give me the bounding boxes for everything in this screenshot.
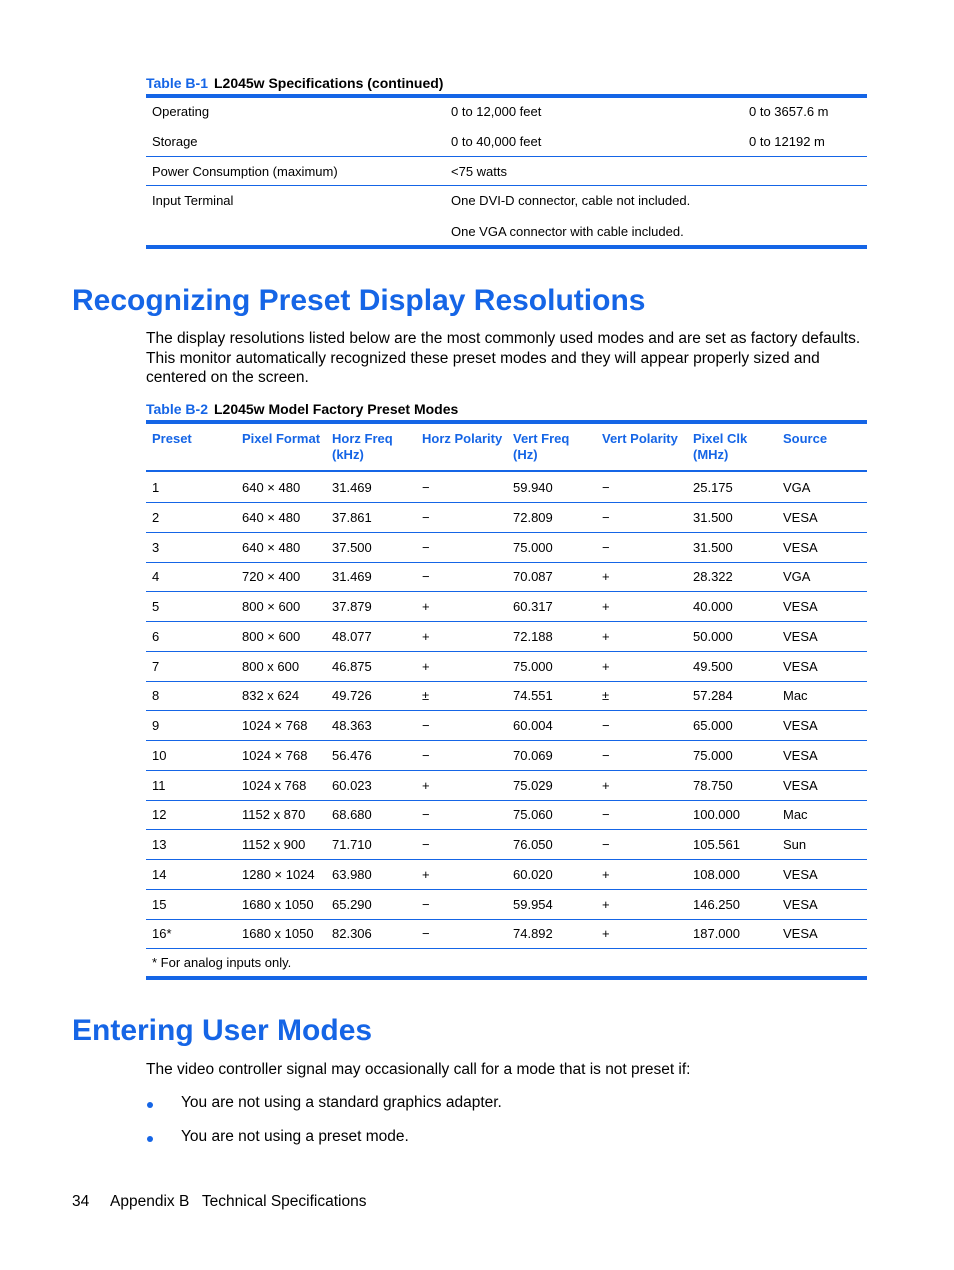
table-b2-cell: 75.000 bbox=[513, 658, 553, 674]
table-b2-row-divider bbox=[146, 532, 867, 533]
table-b2-cell: VESA bbox=[783, 628, 818, 644]
table-b2-cell: 1024 × 768 bbox=[242, 718, 308, 733]
table-b2-cell: 48.363 bbox=[332, 718, 372, 733]
table-b2-cell: 72.188 bbox=[513, 628, 553, 644]
table-b2-cell: VESA bbox=[783, 658, 818, 674]
table-b2-cell: 40.000 bbox=[693, 599, 733, 614]
page-number: 34 bbox=[72, 1193, 90, 1210]
table-b2-cell: ± bbox=[422, 688, 430, 704]
table-b2-cell: + bbox=[422, 866, 430, 882]
table-b2-cell: 11 bbox=[152, 777, 166, 793]
table-b2-row-divider bbox=[146, 948, 867, 949]
bullet-item: You are not using a standard graphics adapter. bbox=[181, 1094, 502, 1111]
table-b1-divider bbox=[146, 156, 867, 157]
table-b2-row-divider bbox=[146, 919, 867, 920]
table-b2-cell: 1 bbox=[152, 480, 160, 495]
table-b2-cell: 78.750 bbox=[693, 777, 733, 793]
table-b1-cell: <75 watts bbox=[451, 164, 508, 179]
table-b2-header: Vert Polarity bbox=[602, 431, 678, 446]
table-b2-row-divider bbox=[146, 502, 867, 503]
table-b2-cell: 60.317 bbox=[513, 599, 553, 614]
table-b2-cell: VESA bbox=[783, 896, 818, 912]
table-b2-cell: 25.175 bbox=[693, 480, 733, 495]
table-b2-cell: 50.000 bbox=[693, 628, 733, 644]
table-b2-cell: 49.726 bbox=[332, 688, 372, 704]
table-b2-cell: + bbox=[602, 896, 610, 912]
table-b2-cell: − bbox=[422, 837, 430, 852]
table-b2-cell: 57.284 bbox=[693, 688, 733, 704]
table-b2-cell: VESA bbox=[783, 539, 818, 555]
table-b2-cell: 74.892 bbox=[513, 926, 553, 942]
table-b2-cell: − bbox=[422, 480, 430, 495]
table-b2-cell: VESA bbox=[783, 866, 818, 882]
table-b2-cell: − bbox=[602, 718, 610, 733]
table-b2-cell: 640 × 480 bbox=[242, 539, 301, 555]
table-b2-row-divider bbox=[146, 889, 867, 890]
table-b1-top-rule bbox=[146, 94, 867, 98]
table-b2-cell: − bbox=[422, 807, 430, 823]
table-b2-cell: 1152 x 900 bbox=[242, 837, 306, 852]
section-heading-preset-resolutions: Recognizing Preset Display Resolutions bbox=[72, 284, 646, 317]
table-b2-cell: 832 x 624 bbox=[242, 688, 300, 704]
table-b1-number: Table B-1 bbox=[146, 75, 208, 91]
table-b2-cell: 3 bbox=[152, 539, 160, 555]
table-b2-cell: 4 bbox=[152, 569, 160, 585]
section-paragraph: The video controller signal may occasionally call for a mode that is not preset if: bbox=[146, 1061, 691, 1078]
table-b2-cell: 1680 x 1050 bbox=[242, 896, 314, 912]
table-b2-cell: 60.004 bbox=[513, 718, 553, 733]
table-b2-cell: − bbox=[422, 569, 430, 585]
table-b2-cell: 800 x 600 bbox=[242, 658, 300, 674]
table-b2-cell: − bbox=[422, 747, 430, 763]
table-b2-cell: + bbox=[422, 658, 430, 674]
table-b2-cell: − bbox=[422, 896, 430, 912]
table-b2-cell: 72.809 bbox=[513, 509, 553, 525]
table-b2-cell: 31.469 bbox=[332, 569, 372, 585]
table-b1-cell: 0 to 12,000 feet bbox=[451, 104, 542, 119]
table-b1-cell: 0 to 40,000 feet bbox=[451, 134, 542, 149]
bullet-icon bbox=[147, 1136, 153, 1142]
table-b2-cell: VESA bbox=[783, 926, 818, 942]
table-b2-title: L2045w Model Factory Preset Modes bbox=[213, 401, 459, 417]
table-b2-bottom-rule bbox=[146, 976, 867, 980]
table-b2-row-divider bbox=[146, 562, 867, 563]
table-b2-cell: 105.561 bbox=[693, 837, 740, 852]
section-heading-user-modes: Entering User Modes bbox=[72, 1014, 373, 1047]
table-b2-cell: 31.469 bbox=[332, 480, 372, 495]
running-footer: Appendix B Technical Specifications bbox=[110, 1193, 367, 1210]
table-b2-cell: 37.500 bbox=[332, 539, 372, 555]
table-b2-cell: 56.476 bbox=[332, 747, 372, 763]
table-b2-row-divider bbox=[146, 710, 867, 711]
table-b2-cell: + bbox=[602, 569, 610, 585]
table-b2-cell: 75.000 bbox=[513, 539, 553, 555]
table-b2-cell: VGA bbox=[783, 480, 811, 495]
section-paragraph: The display resolutions listed below are the most commonly used modes and are set as factory defaults. This monitor automatically recognized these preset modes and they will appear properly sized and centered on the screen. bbox=[146, 330, 861, 386]
table-b2-row-divider bbox=[146, 859, 867, 860]
table-b1-bottom-rule bbox=[146, 245, 867, 249]
table-b2-cell: 1280 × 1024 bbox=[242, 866, 315, 882]
table-b2-cell: VESA bbox=[783, 777, 818, 793]
table-b1-cell: 0 to 3657.6 m bbox=[749, 104, 829, 119]
table-b2-cell: 75.000 bbox=[693, 747, 733, 763]
table-b2-cell: 60.023 bbox=[332, 777, 372, 793]
table-b2-cell: − bbox=[602, 837, 610, 852]
table-b2-cell: 71.710 bbox=[332, 837, 372, 852]
table-b2-cell: 70.087 bbox=[513, 569, 553, 585]
table-b2-cell: Mac bbox=[783, 688, 808, 704]
table-b2-cell: − bbox=[422, 926, 430, 942]
table-b2-cell: 720 × 400 bbox=[242, 569, 301, 585]
table-b2-cell: − bbox=[602, 807, 610, 823]
table-b1-cell: 0 to 12192 m bbox=[749, 134, 825, 149]
table-b2-footnote: * For analog inputs only. bbox=[152, 955, 292, 970]
table-b2-cell: 46.875 bbox=[332, 658, 372, 674]
table-b2-cell: − bbox=[602, 480, 610, 495]
table-b1-divider bbox=[146, 185, 867, 186]
table-b2-header-rule bbox=[146, 470, 867, 472]
table-b2-cell: 7 bbox=[152, 658, 160, 674]
table-b2-cell: VESA bbox=[783, 747, 818, 763]
table-b2-cell: 65.000 bbox=[693, 718, 733, 733]
bullet-icon bbox=[147, 1102, 153, 1108]
table-b2-row-divider bbox=[146, 591, 867, 592]
table-b2-cell: 9 bbox=[152, 718, 160, 733]
table-b2-header: Pixel Format bbox=[242, 431, 321, 446]
table-b2-cell: 74.551 bbox=[513, 688, 553, 704]
table-b2-cell: 100.000 bbox=[693, 807, 740, 823]
table-b2-cell: ± bbox=[602, 688, 610, 704]
table-b2-cell: 68.680 bbox=[332, 807, 372, 823]
table-b2-cell: VESA bbox=[783, 509, 818, 525]
table-b2-cell: 1152 x 870 bbox=[242, 807, 306, 823]
table-b2-cell: 5 bbox=[152, 599, 160, 614]
table-b2-cell: + bbox=[602, 628, 610, 644]
table-b2-cell: VESA bbox=[783, 599, 818, 614]
table-b2-cell: 14 bbox=[152, 866, 167, 882]
table-b2-cell: + bbox=[602, 658, 610, 674]
table-b1-cell: Power Consumption (maximum) bbox=[152, 164, 338, 179]
table-b2-cell: − bbox=[602, 509, 610, 525]
table-b2-cell: 146.250 bbox=[693, 896, 740, 912]
table-b2-cell: VGA bbox=[783, 569, 811, 585]
table-b2-row-divider bbox=[146, 770, 867, 771]
table-b2-cell: + bbox=[602, 866, 610, 882]
table-b2-cell: + bbox=[422, 599, 430, 614]
table-b2-caption bbox=[146, 401, 458, 417]
table-b2-cell: Mac bbox=[783, 807, 808, 823]
table-b2-cell: 31.500 bbox=[693, 509, 733, 525]
table-b2-cell: 1680 x 1050 bbox=[242, 926, 314, 942]
table-b1-title: L2045w Specifications (continued) bbox=[213, 75, 444, 91]
table-b2-cell: 49.500 bbox=[693, 658, 733, 674]
table-b2-cell: 800 × 600 bbox=[242, 628, 301, 644]
table-b2-cell: 187.000 bbox=[693, 926, 740, 942]
table-b2-cell: 2 bbox=[152, 509, 160, 525]
table-b2-cell: 63.980 bbox=[332, 866, 372, 882]
table-b2-cell: 48.077 bbox=[332, 628, 372, 644]
table-b2-cell: 800 × 600 bbox=[242, 599, 301, 614]
table-b2-cell: − bbox=[602, 539, 610, 555]
table-b2-row-divider bbox=[146, 740, 867, 741]
table-b2-cell: 76.050 bbox=[513, 837, 553, 852]
table-b2-header: Source bbox=[783, 431, 828, 446]
table-b2-header: Vert Freq (Hz) bbox=[513, 431, 570, 462]
table-b2-header: Horz Polarity bbox=[422, 431, 503, 446]
table-b2-cell: 37.861 bbox=[332, 509, 372, 525]
table-b2-cell: + bbox=[602, 926, 610, 942]
table-b2-cell: − bbox=[422, 539, 430, 555]
table-b2-cell: Sun bbox=[783, 837, 807, 852]
table-b2-cell: + bbox=[422, 777, 430, 793]
table-b2-cell: 13 bbox=[152, 837, 167, 852]
table-b2-cell: 75.029 bbox=[513, 777, 553, 793]
table-b2-cell: + bbox=[422, 628, 430, 644]
table-b1-cell: Storage bbox=[152, 134, 198, 149]
table-b2-cell: 59.940 bbox=[513, 480, 553, 495]
table-b1-cell: One DVI-D connector, cable not included. bbox=[451, 193, 691, 208]
table-b2-cell: 10 bbox=[152, 747, 167, 763]
table-b2-row-divider bbox=[146, 621, 867, 622]
table-b2-header: Horz Freq (kHz) bbox=[332, 431, 393, 462]
table-b2-cell: 108.000 bbox=[693, 866, 740, 882]
table-b1-cell: Input Terminal bbox=[152, 193, 234, 208]
table-b2-cell: 16* bbox=[152, 926, 172, 942]
table-b2-cell: + bbox=[602, 599, 610, 614]
table-b2-cell: 65.290 bbox=[332, 896, 372, 912]
table-b2-cell: 28.322 bbox=[693, 569, 733, 585]
table-b2-cell: 640 × 480 bbox=[242, 480, 301, 495]
table-b2-row-divider bbox=[146, 800, 867, 801]
table-b2-header: Pixel Clk (MHz) bbox=[693, 431, 748, 462]
table-b2-cell: 640 × 480 bbox=[242, 509, 301, 525]
table-b2-row-divider bbox=[146, 829, 867, 830]
table-b2-cell: 37.879 bbox=[332, 599, 372, 614]
table-b2-cell: 70.069 bbox=[513, 747, 553, 763]
table-b2-cell: 1024 x 768 bbox=[242, 777, 307, 793]
table-b2-cell: − bbox=[422, 718, 430, 733]
table-b1-cell: One VGA connector with cable included. bbox=[451, 224, 684, 239]
bullet-item: You are not using a preset mode. bbox=[181, 1128, 409, 1145]
table-b2-cell: 12 bbox=[152, 807, 167, 823]
table-b2-number: Table B-2 bbox=[146, 401, 208, 417]
table-b2-cell: + bbox=[602, 777, 610, 793]
table-b2-cell: 59.954 bbox=[513, 896, 553, 912]
table-b2-cell: 60.020 bbox=[513, 866, 553, 882]
table-b2-cell: 31.500 bbox=[693, 539, 733, 555]
table-b2-header: Preset bbox=[152, 431, 192, 446]
table-b2-row-divider bbox=[146, 681, 867, 682]
table-b2-cell: 6 bbox=[152, 628, 160, 644]
table-b2-cell: 82.306 bbox=[332, 926, 372, 942]
table-b1-cell: Operating bbox=[152, 104, 210, 119]
table-b1-caption bbox=[146, 75, 443, 91]
table-b2-cell: 1024 × 768 bbox=[242, 747, 308, 763]
table-b2-cell: 8 bbox=[152, 688, 160, 704]
table-b2-cell: 75.060 bbox=[513, 807, 553, 823]
table-b2-cell: − bbox=[602, 747, 610, 763]
table-b2-cell: 15 bbox=[152, 896, 167, 912]
table-b2-cell: − bbox=[422, 509, 430, 525]
table-b2-row-divider bbox=[146, 651, 867, 652]
table-b2-cell: VESA bbox=[783, 718, 818, 733]
table-b2-top-rule bbox=[146, 420, 867, 424]
